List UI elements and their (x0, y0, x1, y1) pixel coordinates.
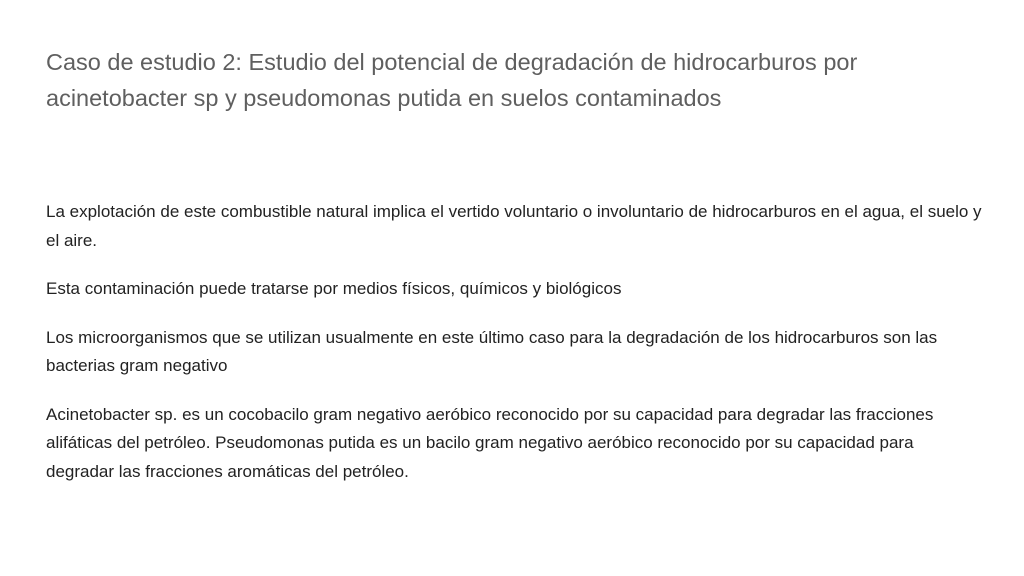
body-paragraph-2: Esta contaminación puede tratarse por medios físicos, químicos y biológicos (46, 279, 622, 298)
slide-title: Caso de estudio 2: Estudio del potencial de degradación de hidrocarburos por acinetobacter sp y pseudomonas putida en suelos contaminados (46, 49, 858, 111)
body-paragraph-3: Los microorganismos que se utilizan usualmente en este último caso para la degradación de los hidrocarburos son las bacterias gram negativo (46, 327, 938, 375)
body-paragraph-4: Acinetobacter sp. es un cocobacilo gram negativo aeróbico reconocido por su capacidad para degradar las fracciones alifáticas del petróleo. Pseudomonas putida es un bacilo gram negativo aeróbico reconocido por su capacidad para degradar las fracciones aromáticas del petróleo. (46, 404, 934, 481)
slide-body (46, 198, 986, 506)
body-paragraph-1: La explotación de este combustible natural implica el vertido voluntario o involuntario de hidrocarburos en el agua, el suelo y el aire. (46, 202, 982, 250)
